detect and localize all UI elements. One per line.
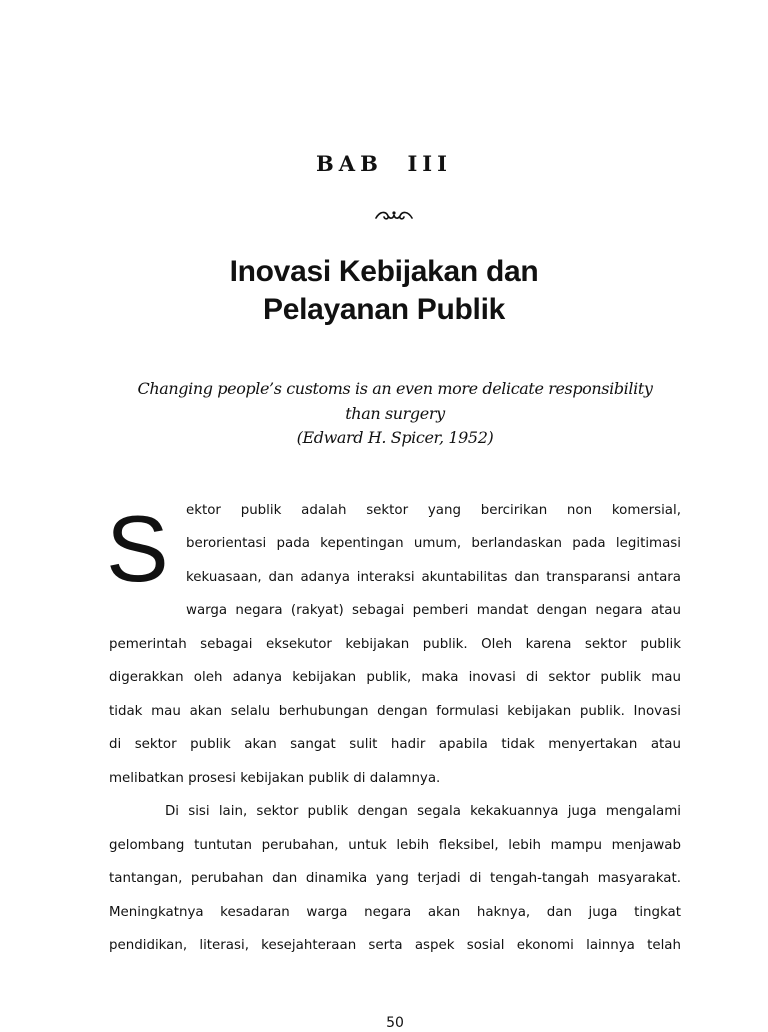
chapter-title-line: Inovasi Kebijakan dan bbox=[229, 255, 539, 288]
body-text-line: melibatkan prosesi kebijakan publik di dalamnya. bbox=[109, 771, 441, 786]
body-text-line: Meningkatnya kesadaran warga negara akan haknya, dan juga tingkat bbox=[109, 905, 681, 920]
page-number: 50 bbox=[386, 1015, 404, 1031]
body-text-line: berorientasi pada kepentingan umum, berlandaskan pada legitimasi bbox=[186, 536, 681, 551]
body-text-line: pemerintah sebagai eksekutor kebijakan publik. Oleh karena sektor publik bbox=[109, 637, 681, 652]
body-text-line: pendidikan, literasi, kesejahteraan serta aspek sosial ekonomi lainnya telah bbox=[109, 938, 681, 953]
body-text-line: di sektor publik akan sangat sulit hadir apabila tidak menyertakan atau bbox=[109, 737, 681, 752]
body-text-line: tantangan, perubahan dan dinamika yang terjadi di tengah-tangah masyarakat. bbox=[109, 871, 681, 886]
chapter-title bbox=[0, 253, 768, 329]
body-text-line: tidak mau akan selalu berhubungan dengan formulasi kebijakan publik. Inovasi bbox=[109, 704, 681, 719]
chapter-label: BAB III bbox=[316, 151, 452, 176]
epigraph-attribution: (Edward H. Spicer, 1952) bbox=[296, 428, 494, 447]
body-text-line: ektor publik adalah sektor yang bercirikan non komersial, bbox=[186, 503, 681, 518]
epigraph bbox=[0, 377, 768, 451]
body-text-line: digerakkan oleh adanya kebijakan publik, maka inovasi di sektor publik mau bbox=[109, 670, 681, 685]
floral-ornament-icon bbox=[374, 207, 414, 223]
body-text-line: kekuasaan, dan adanya interaksi akuntabilitas dan transparansi antara bbox=[186, 570, 681, 585]
epigraph-quote-line: Changing people’s customs is an even more delicate responsibility bbox=[137, 379, 653, 398]
epigraph-quote-line: than surgery bbox=[345, 403, 445, 423]
drop-cap: S bbox=[106, 496, 169, 601]
body-text-line: warga negara (rakyat) sebagai pemberi mandat dengan negara atau bbox=[186, 603, 681, 618]
chapter-title-line: Pelayanan Publik bbox=[263, 293, 505, 326]
body-text-line: Di sisi lain, sektor publik dengan segala kekakuannya juga mengalami bbox=[165, 804, 681, 819]
body-text-line: gelombang tuntutan perubahan, untuk lebih fleksibel, lebih mampu menjawab bbox=[109, 838, 681, 853]
